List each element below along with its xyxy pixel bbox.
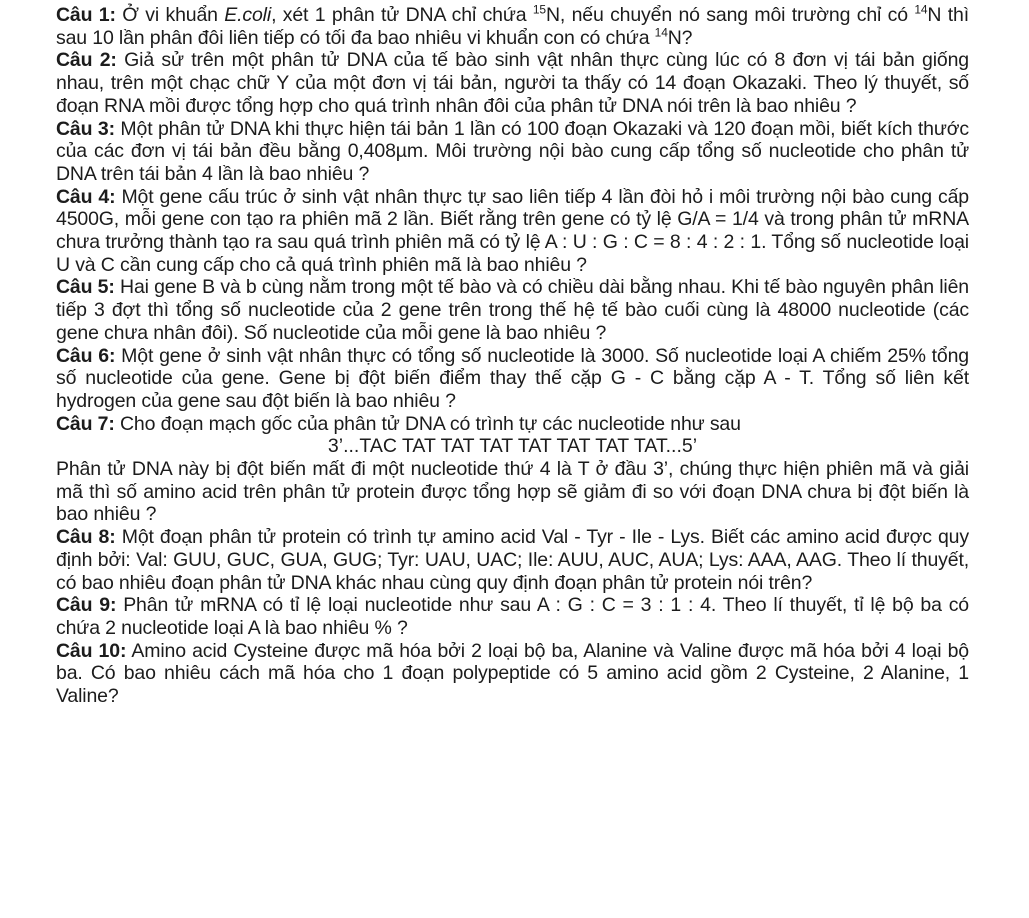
question-7 xyxy=(56,413,969,436)
question-label: Câu 7: xyxy=(56,412,115,435)
question-text: N? xyxy=(667,26,693,49)
question-text: Một gene ở sinh vật nhân thực có tổng số nucleotide là 3000. Số nucleotide loại A chiếm 25% tổng số nucleotide của gene. Gene bị đột biến điểm thay thế cặp G - C bằng cặp A - T. Tổng số liên kết hydrogen của gene sau đột biến là bao nhiêu ? xyxy=(56,344,969,412)
question-4 xyxy=(56,186,969,277)
question-text: Hai gene B và b cùng nằm trong một tế bào và có chiều dài bằng nhau. Khi tế bào nguyên phân liên tiếp 3 đợt thì tổng số nucleotide của 2 gene trên trong thế hệ tế bào cuối cùng là 48000 nucleotide (các gene chưa nhân đôi). Số nucleotide của mỗi gene là bao nhiêu ? xyxy=(56,276,969,344)
question-1 xyxy=(56,4,969,49)
question-text: Một đoạn phân tử protein có trình tự amino acid Val - Tyr - Ile - Lys. Biết các amino acid được quy định bởi: Val: GUU, GUC, GUA, GUG; Tyr: UAU, UAC; Ile: AUU, AUC, AUA; Lys: AAA, AAG. Theo lí thuyết, có bao nhiêu đoạn phân tử DNA khác nhau cùng quy định đoạn phân tử protein nói trên? xyxy=(56,526,969,594)
question-label: Câu 8: xyxy=(56,526,116,549)
question-label: Câu 6: xyxy=(56,344,116,367)
question-6 xyxy=(56,345,969,413)
question-text: Một gene cấu trúc ở sinh vật nhân thực tự sao liên tiếp 4 lần đòi hỏ i môi trường nội bào cung cấp 4500G, mỗi gene con tạo ra phiên mã 2 lần. Biết rằng trên gene có tỷ lệ G/A = 1/4 và trong phân tử mRNA chưa trưởng thành tạo ra sau quá trình phiên mã có tỷ lệ A : U : G : C = 8 : 4 : 2 : 1. Tổng số nucleotide loại U và C cần cung cấp cho cả quá trình phiên mã là bao nhiêu ? xyxy=(56,185,969,276)
question-text: Amino acid Cysteine được mã hóa bởi 2 loại bộ ba, Alanine và Valine được mã hóa bởi 4 loại bộ ba. Có bao nhiêu cách mã hóa cho 1 đoạn polypeptide có 5 amino acid gồm 2 Cysteine, 2 Alanine, 1 Valine? xyxy=(56,639,969,708)
question-text: Cho đoạn mạch gốc của phân tử DNA có trình tự các nucleotide như sau xyxy=(119,412,741,435)
question-text: Phân tử DNA này bị đột biến mất đi một nucleotide thứ 4 là T ở đầu 3’, chúng thực hiện phiên mã và giải mã thì số amino acid trên phân tử protein được tổng hợp sẽ giảm đi so với đoạn DNA chưa bị đột biến là bao nhiêu ? xyxy=(56,458,969,526)
question-text: N, nếu chuyển nó sang môi trường chỉ có xyxy=(545,4,915,26)
question-text: , xét 1 phân tử DNA chỉ chứa xyxy=(271,4,533,26)
question-text: Một phân tử DNA khi thực hiện tái bản 1 lần có 100 đoạn Okazaki và 120 đoạn mồi, biết kích thước của các đơn vị tái bản đều bằng 0,408µm. Môi trường nội bào cung cấp tổng số nucleotide cho phân tử DNA trên tái bản 4 lần là bao nhiêu ? xyxy=(56,117,969,185)
isotope-superscript: 14 xyxy=(654,25,668,40)
question-label: Câu 9: xyxy=(56,594,117,617)
question-5 xyxy=(56,276,969,344)
question-label: Câu 5: xyxy=(56,276,115,299)
question-text: Phân tử mRNA có tỉ lệ loại nucleotide như sau A : G : C = 3 : 1 : 4. Theo lí thuyết, tỉ lệ bộ ba có chứa 2 nucleotide loại A là bao nhiêu % ? xyxy=(56,594,969,639)
question-8 xyxy=(56,526,969,594)
question-label: Câu 3: xyxy=(56,117,115,140)
question-10 xyxy=(56,640,969,708)
question-label: Câu 2: xyxy=(56,49,117,72)
dna-sequence: 3’...TAC TAT TAT TAT TAT TAT TAT TAT...5’ xyxy=(327,435,698,458)
question-label: Câu 1: xyxy=(56,4,116,26)
question-text: N thì sau 10 lần phân đôi liên tiếp có tối đa bao nhiêu vi khuẩn con có chứa xyxy=(56,4,969,49)
species-name: E.coli xyxy=(224,4,272,26)
question-text: Ở vi khuẩn xyxy=(122,4,225,26)
isotope-superscript: 14 xyxy=(914,2,928,17)
question-9 xyxy=(56,594,969,639)
question-7-continued xyxy=(56,458,969,526)
question-label: Câu 4: xyxy=(56,185,116,208)
question-3 xyxy=(56,118,969,186)
isotope-superscript: 15 xyxy=(532,2,546,17)
question-2 xyxy=(56,49,969,117)
question-text: Giả sử trên một phân tử DNA của tế bào sinh vật nhân thực cùng lúc có 8 đơn vị tái bản giống nhau, trên một chạc chữ Y của một đơn vị tái bản, người ta thấy có 14 đoạn Okazaki. Theo lý thuyết, số đoạn RNA mồi được tổng hợp cho quá trình nhân đôi của phân tử DNA nói trên là bao nhiêu ? xyxy=(56,49,969,117)
question-label: Câu 10: xyxy=(56,639,127,662)
